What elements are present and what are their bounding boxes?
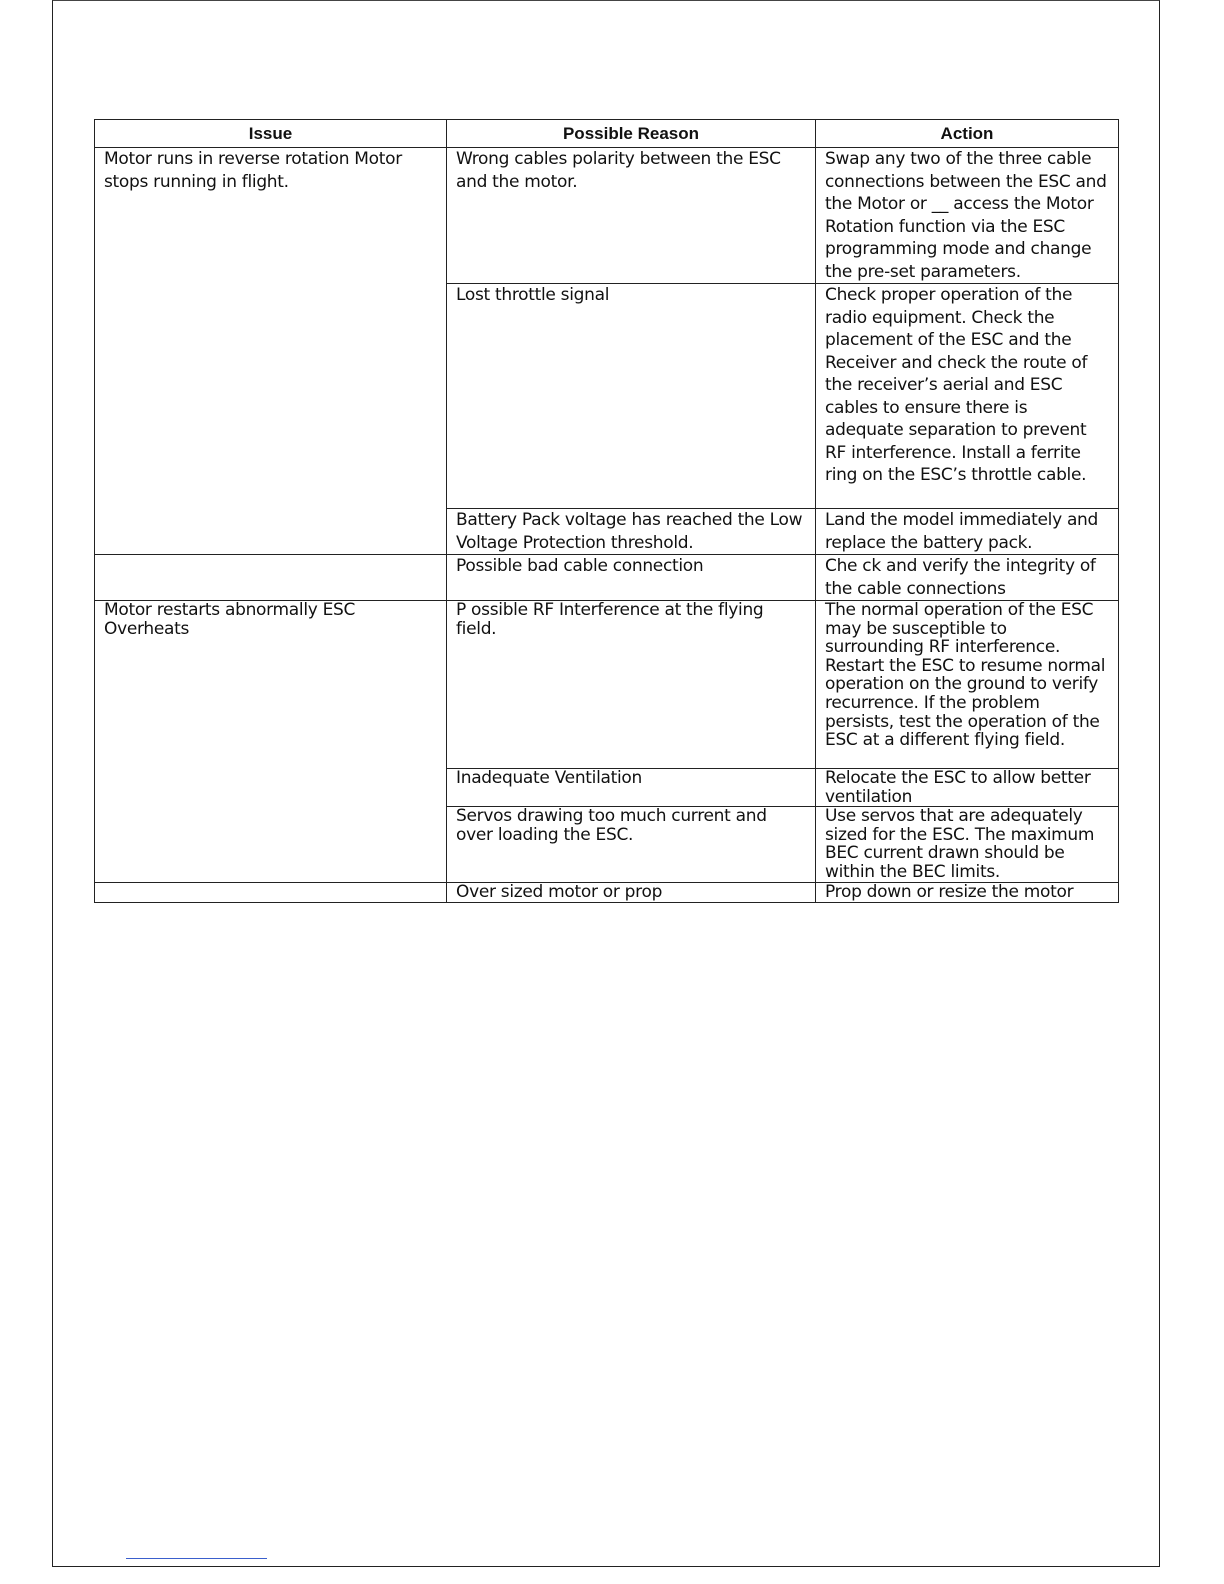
issue-cell xyxy=(95,555,447,601)
table-row xyxy=(95,555,1119,601)
issue-cell: Motor restarts abnormally ESC Overheats xyxy=(95,601,447,883)
action-cell: Swap any two of the three cable connections between the ESC and the Motor or __ access the Motor Rotation function via the ESC programming mode and change the pre-set parameters. xyxy=(816,148,1119,284)
action-cell: Prop down or resize the motor xyxy=(816,883,1119,903)
table-row xyxy=(95,883,1119,903)
reason-cell: Battery Pack voltage has reached the Low Voltage Protection threshold. xyxy=(447,509,816,555)
issue-cell: Motor runs in reverse rotation Motor stops running in flight. xyxy=(95,148,447,555)
action-cell: Use servos that are adequately sized for the ESC. The maximum BEC current drawn should be within the BEC limits. xyxy=(816,807,1119,883)
table-row xyxy=(95,148,1119,284)
reason-cell: Possible bad cable connection xyxy=(447,555,816,601)
table-header-row xyxy=(95,120,1119,148)
reason-cell: Servos drawing too much current and over loading the ESC. xyxy=(447,807,816,883)
reason-cell: Over sized motor or prop xyxy=(447,883,816,903)
action-cell: Relocate the ESC to allow better ventilation xyxy=(816,769,1119,807)
header-action: Action xyxy=(816,120,1119,148)
issue-cell xyxy=(95,883,447,903)
header-issue: Issue xyxy=(95,120,447,148)
footer-link-underline[interactable] xyxy=(126,1558,267,1559)
action-cell: Che ck and verify the integrity of the cable connections xyxy=(816,555,1119,601)
action-cell: The normal operation of the ESC may be susceptible to surrounding RF interference. Restart the ESC to resume normal operation on the ground to verify recurrence. If the problem persists, test the operation of the ESC at a different flying field. xyxy=(816,601,1119,769)
reason-cell: Lost throttle signal xyxy=(447,284,816,509)
table-row xyxy=(95,601,1119,769)
reason-cell: Inadequate Ventilation xyxy=(447,769,816,807)
reason-cell: P ossible RF Interference at the flying field. xyxy=(447,601,816,769)
header-possible-reason: Possible Reason xyxy=(447,120,816,148)
action-cell: Land the model immediately and replace the battery pack. xyxy=(816,509,1119,555)
reason-cell: Wrong cables polarity between the ESC and the motor. xyxy=(447,148,816,284)
action-cell: Check proper operation of the radio equipment. Check the placement of the ESC and the Receiver and check the route of the receiver’s aerial and ESC cables to ensure there is adequate separation to prevent RF interference. Install a ferrite ring on the ESC’s throttle cable. xyxy=(816,284,1119,509)
troubleshooting-table xyxy=(94,119,1119,903)
